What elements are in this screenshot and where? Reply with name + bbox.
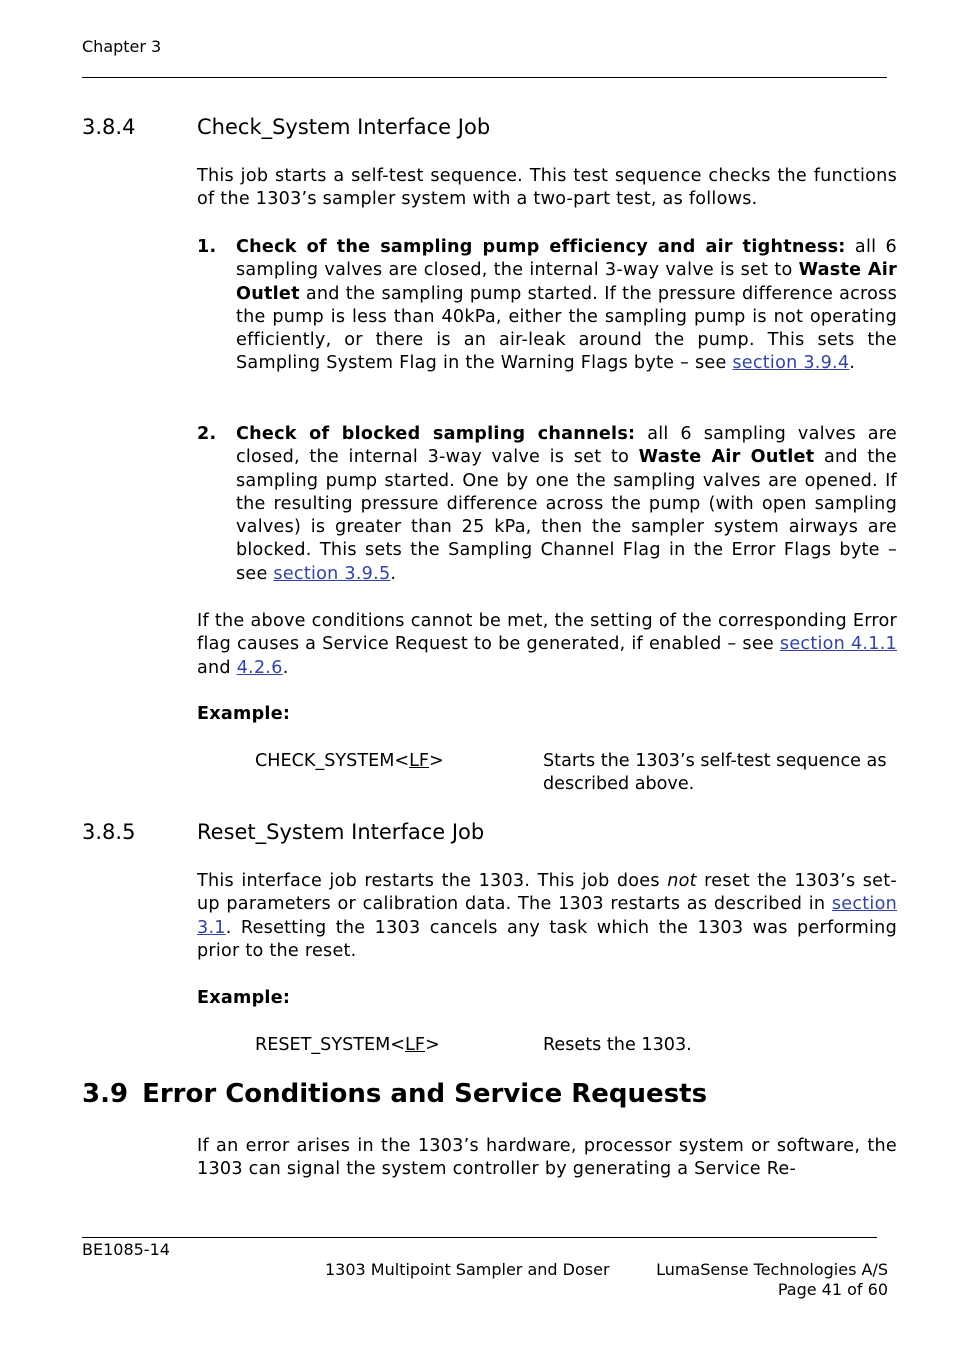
section-link-3-9-5[interactable]: section 3.9.5 <box>273 563 391 584</box>
document-id: BE1085-14 <box>82 1240 170 1259</box>
example-command <box>255 750 444 773</box>
command-text: RESET_SYSTEM< <box>255 1035 406 1055</box>
item-text: and the sampling pump started. If the pressure difference across the pump is less than 40kPa, either the sampling pump is not operating efficiently, or there is an air-leak around the pump. This sets the Sampling System Flag in the Warning Flags byte – see <box>236 283 897 374</box>
item-bold-term: Waste Air Outlet <box>236 260 897 304</box>
list-item <box>197 423 897 586</box>
item-text: all 6 sampling valves are closed, the internal 3-way valve is set to <box>236 424 898 468</box>
example-description: Resets the 1303. <box>543 1035 692 1055</box>
command-text: CHECK_SYSTEM< <box>255 751 410 771</box>
page-number: Page 41 of 60 <box>777 1280 888 1299</box>
example-label: Example: <box>197 704 291 724</box>
intro-paragraph: This job starts a self-test sequence. This test sequence checks the functions of the 1303’s sampler system with a two-part test, as follows. <box>197 166 897 210</box>
error-paragraph: If an error arises in the 1303’s hardware, processor system or software, the 1303 can signal the system controller by generating a Service Re- <box>197 1136 897 1180</box>
item-text: and the sampling pump started. One by one the sampling valves are opened. If the resulting pressure difference across the pump (with open sampling valves) is greater than 25 kPa, then the sampler system airways are blocked. This sets the Sampling Channel Flag in the Error Flags byte – see <box>236 447 897 584</box>
example-command <box>255 1034 440 1057</box>
command-text: > <box>429 751 444 771</box>
section-title: Check_System Interface Job <box>197 115 491 139</box>
section-number: 3.8.5 <box>82 820 136 844</box>
command-text: > <box>424 1035 440 1055</box>
reset-paragraph <box>197 870 897 963</box>
para-text: If the above conditions cannot be met, the setting of the corresponding Error flag causes a Service Request to be generated, if enabled – see <box>197 611 897 655</box>
section-title: Reset_System Interface Job <box>197 820 485 844</box>
section-number: 3.9 <box>82 1079 129 1109</box>
command-lf: LF <box>405 1035 425 1055</box>
list-item-content <box>236 423 897 586</box>
section-link-3-9-4[interactable]: section 3.9.4 <box>732 353 850 374</box>
product-name: 1303 Multipoint Sampler and Doser <box>325 1260 610 1279</box>
section-title: Error Conditions and Service Requests <box>142 1079 708 1109</box>
item-text: all 6 sampling valves are closed, the internal 3-way valve is set to <box>236 237 897 281</box>
para-text: and <box>197 657 237 678</box>
section-heading-3-9 <box>82 1079 707 1109</box>
list-marker: 1. <box>197 237 217 257</box>
list-marker: 2. <box>197 424 217 444</box>
section-heading-3-8-4 <box>82 115 490 139</box>
company-name: LumaSense Technologies A/S <box>656 1260 888 1279</box>
para-text: . Resetting the 1303 cancels any task which the 1303 was performing prior to the reset. <box>197 917 897 961</box>
section-link-4-2-6[interactable]: 4.2.6 <box>236 657 283 678</box>
para-text: This interface job restarts the 1303. This job does <box>197 871 668 891</box>
command-lf: LF <box>409 751 430 771</box>
footer-rule <box>82 1237 877 1238</box>
para-emphasis: not <box>667 871 697 891</box>
para-text: . <box>282 657 289 678</box>
conditions-paragraph <box>197 610 897 680</box>
section-heading-3-8-5 <box>82 820 484 844</box>
running-header: Chapter 3 <box>82 37 162 56</box>
list-item <box>197 236 897 376</box>
list-item-content <box>236 236 897 376</box>
section-link-3-1[interactable]: section 3.1 <box>197 894 897 938</box>
section-link-4-1-1[interactable]: section 4.1.1 <box>779 634 897 655</box>
para-text: reset the 1303’s set-up parameters or calibration data. The 1303 restarts as described in <box>197 871 897 915</box>
item-bold-term: Waste Air Outlet <box>638 447 815 468</box>
section-number: 3.8.4 <box>82 115 136 139</box>
header-rule <box>82 77 887 78</box>
item-text: . <box>390 563 397 584</box>
item-lead: Check of the sampling pump efficiency and air tightness: <box>236 237 846 257</box>
example-description: Starts the 1303’s self-test sequence as described above. <box>543 751 887 795</box>
item-text: . <box>849 353 856 374</box>
example-label: Example: <box>197 988 291 1008</box>
item-lead: Check of blocked sampling channels: <box>236 424 636 444</box>
